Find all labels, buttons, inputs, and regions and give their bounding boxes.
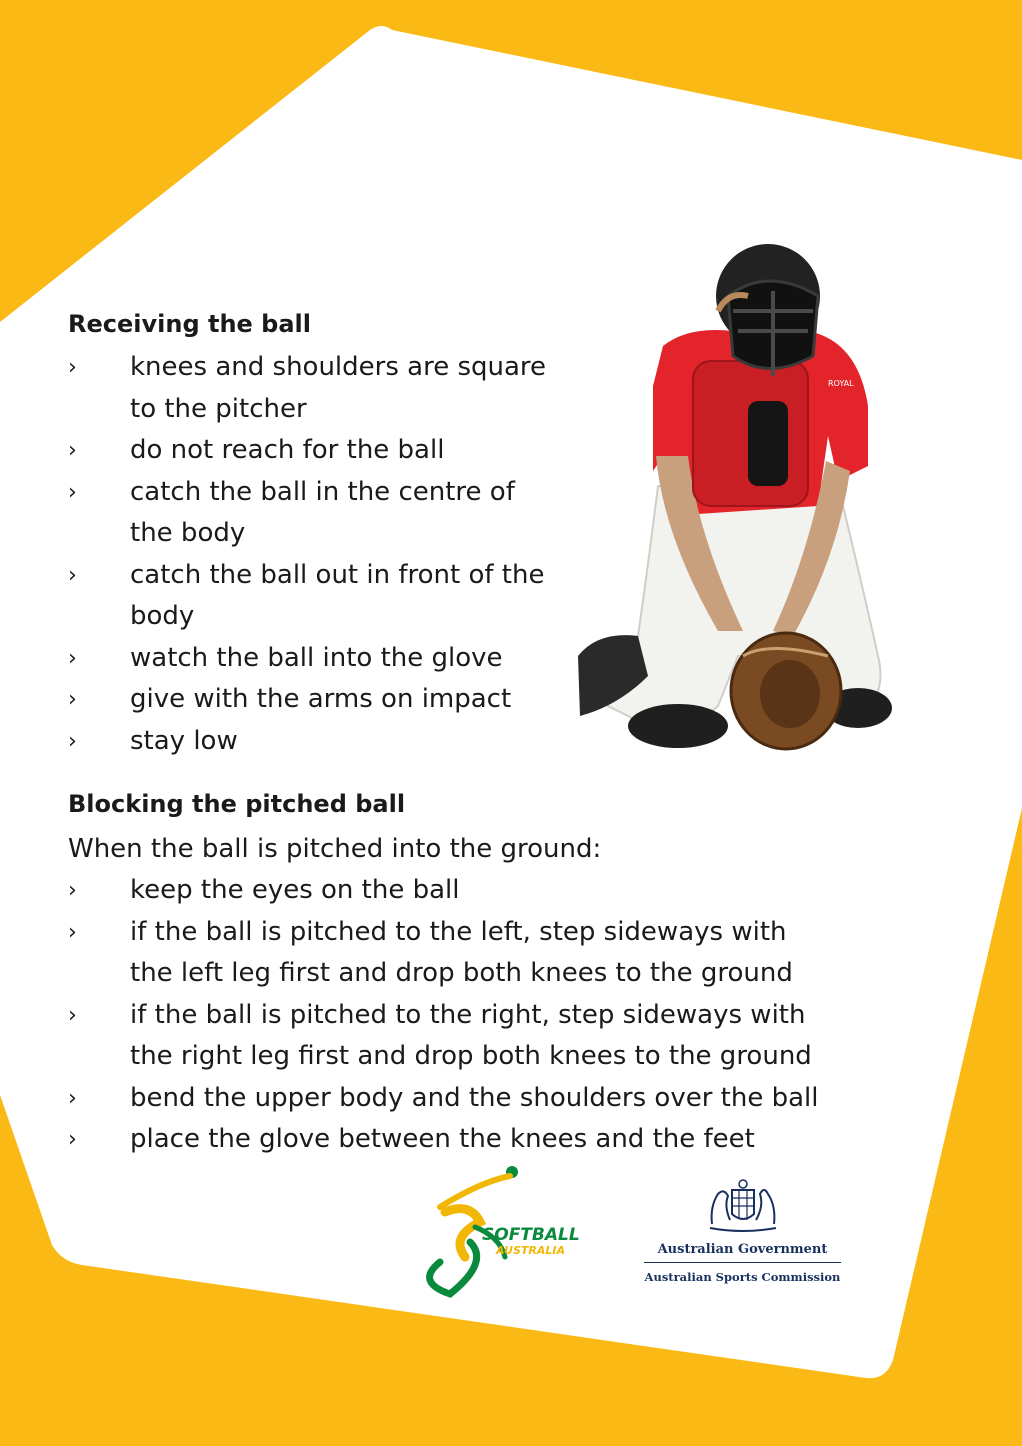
australian-government-logo [640,1176,845,1294]
bullet-chevron-icon: › [68,562,77,588]
blocking-heading: Blocking the pitched ball [68,790,406,818]
bullet-chevron-icon: › [68,878,77,903]
list-item: › place the glove between the knees and the feet [68,1119,819,1161]
gov-title: Australian Government [657,1242,828,1257]
chest-protector-label: ROYAL [828,379,854,388]
bullet-chevron-icon: › [68,1002,77,1028]
list-item: › catch the ball out in front of the body [68,555,546,638]
gov-divider [644,1262,841,1263]
bullet-chevron-icon: › [68,645,77,671]
receiving-heading: Receiving the ball [68,310,311,338]
softball-australia-logo [410,1162,610,1302]
bullet-chevron-icon: › [68,687,77,712]
list-item: › catch the ball in the centre of the body [68,472,546,555]
bullet-chevron-icon: › [68,479,77,505]
list-item: › do not reach for the ball [68,430,546,472]
list-item: › if the ball is pitched to the right, step sideways with the right leg first and drop both knees to the ground [68,995,819,1078]
bullet-chevron-icon: › [68,919,77,945]
bullet-chevron-icon: › [68,728,77,754]
receiving-list [68,347,546,762]
catcher-photo [568,236,898,756]
list-item: › stay low [68,721,546,763]
list-item: › bend the upper body and the shoulders over the ball [68,1078,819,1120]
list-item: › watch the ball into the glove [68,638,546,680]
list-item: › give with the arms on impact [68,679,546,721]
coat-of-arms-icon [702,1176,784,1236]
list-item: › knees and shoulders are square to the pitcher [68,347,546,430]
list-item: › keep the eyes on the ball [68,870,819,912]
bullet-chevron-icon: › [68,1085,77,1111]
bullet-chevron-icon: › [68,355,77,380]
gov-subtitle: Australian Sports Commission [644,1270,841,1284]
bullet-chevron-icon: › [68,438,77,463]
bullet-chevron-icon: › [68,1127,77,1152]
list-item: › if the ball is pitched to the left, step sideways with the left leg first and drop both knees to the ground [68,912,819,995]
blocking-list [68,870,819,1161]
blocking-intro: When the ball is pitched into the ground: [68,834,602,864]
australia-wordmark: AUSTRALIA [496,1244,565,1257]
softball-wordmark: SOFTBALL [482,1225,580,1245]
